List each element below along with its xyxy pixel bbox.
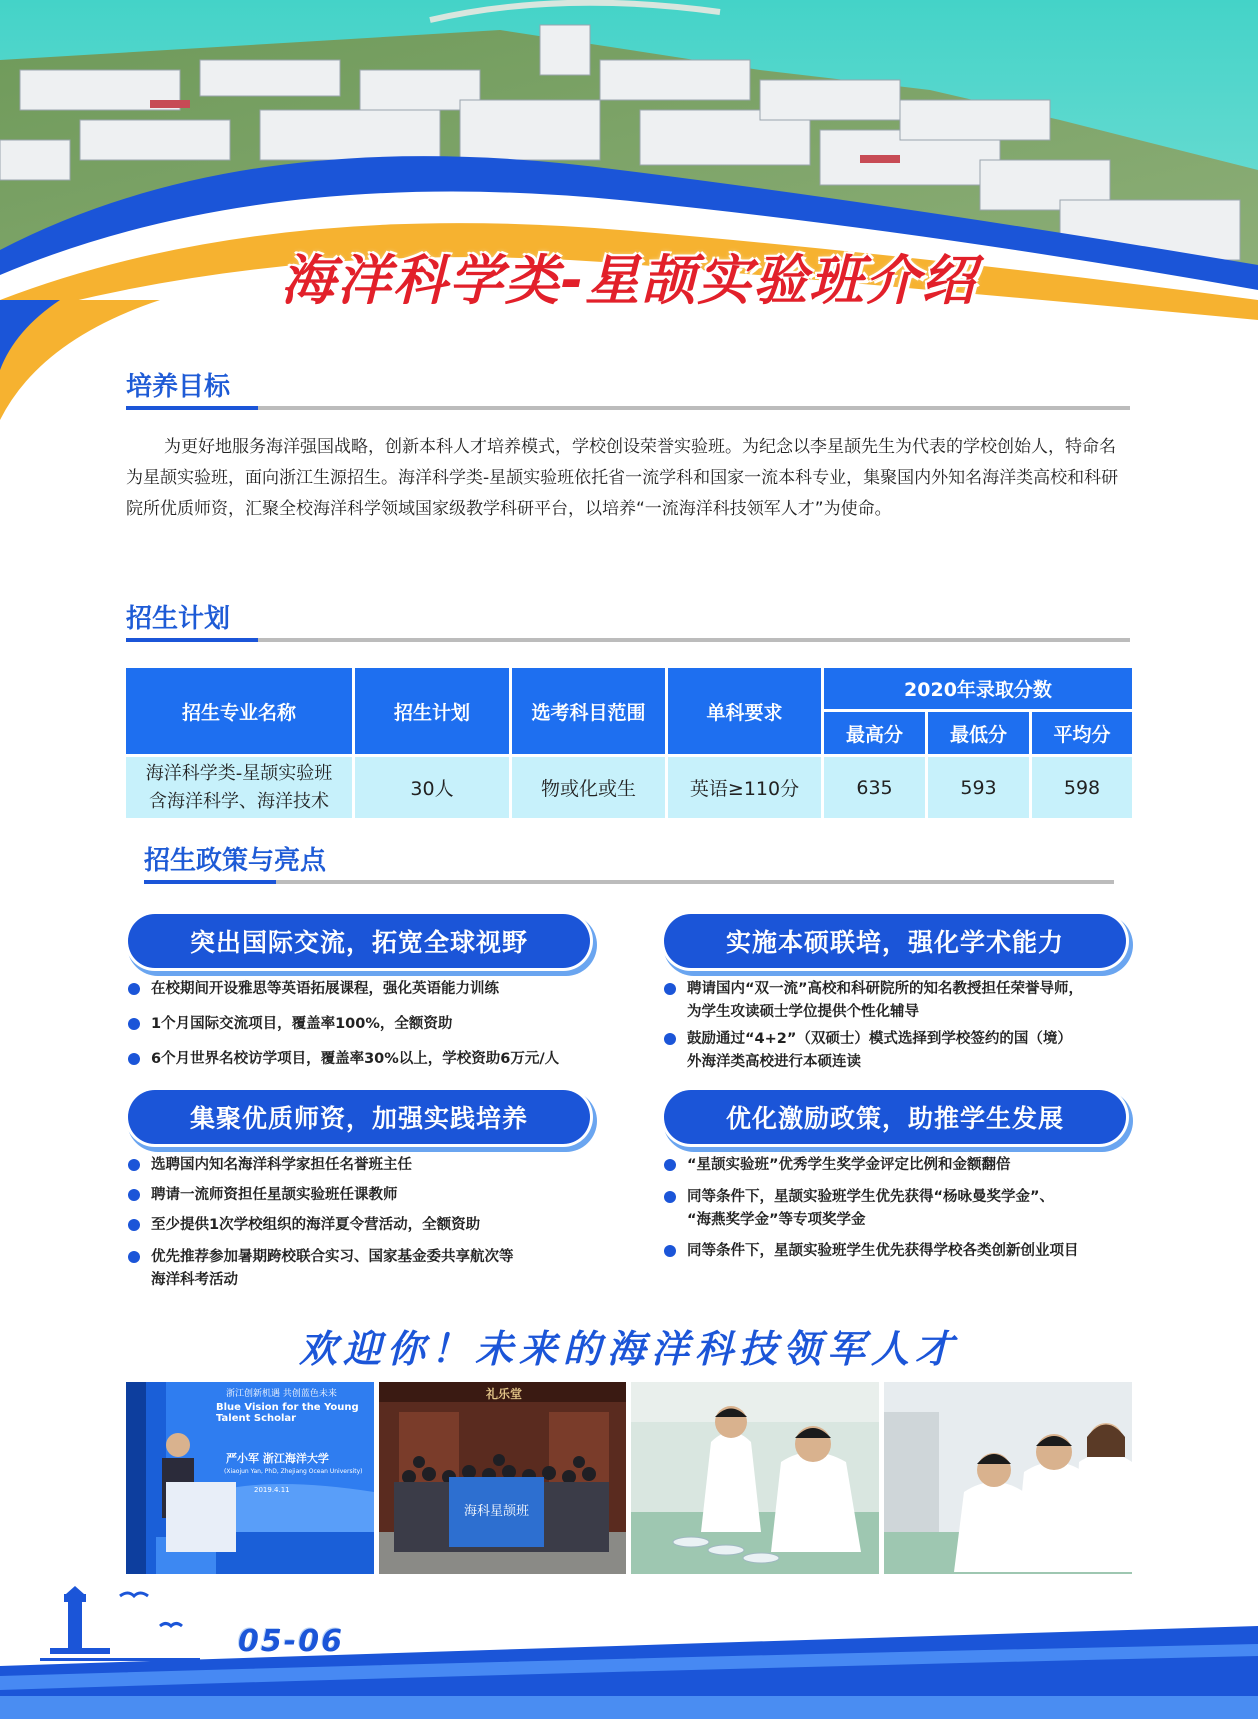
photo-speaker-name: 严小军 浙江海洋大学 xyxy=(226,1452,329,1465)
seagull-icon xyxy=(120,1593,148,1596)
header-max: 最高分 xyxy=(824,712,925,754)
list-item: 同等条件下，星颉实验班学生优先获得“杨咏曼奖学金”、 “海燕奖学金”等专项奖学金 xyxy=(664,1186,1144,1232)
list-item: 鼓励通过“4+2”（双硕士）模式选择到学校签约的国（境） 外海洋类高校进行本硕连读 xyxy=(664,1028,1144,1074)
section-title: 培养目标 xyxy=(126,372,231,402)
photo-caption-line2: Blue Vision for the Young Talent Scholar xyxy=(216,1402,359,1424)
photo-lab-1 xyxy=(631,1382,879,1574)
header-min: 最低分 xyxy=(928,712,1029,754)
cell-quota: 30人 xyxy=(355,757,509,818)
lighthouse-icon xyxy=(40,1586,240,1666)
photo-lab-2 xyxy=(884,1382,1132,1574)
list-item: 优先推荐参加暑期跨校联合实习、国家基金委共享航次等 海洋科考活动 xyxy=(128,1246,608,1292)
section-heading-plan xyxy=(126,598,1130,638)
header-major: 招生专业名称 xyxy=(126,668,352,754)
page-title: 海洋科学类-星颉实验班介绍 xyxy=(280,249,978,312)
cell-avg: 598 xyxy=(1032,757,1132,818)
enrollment-plan-table xyxy=(126,668,1132,818)
header-quota: 招生计划 xyxy=(355,668,509,754)
photo-lecture xyxy=(126,1382,374,1574)
page-number: 05-06 xyxy=(238,1624,344,1659)
policy-title-faculty: 集聚优质师资，加强实践培养 xyxy=(128,1090,590,1144)
cell-max: 635 xyxy=(824,757,925,818)
photo-speaker-sub: (Xiaojun Yan, PhD, Zhejiang Ocean University) xyxy=(224,1468,363,1475)
goal-paragraph: 为更好地服务海洋强国战略，创新本科人才培养模式，学校创设荣誉实验班。为纪念以李星颉先生为代表的学校创始人，特命名为星颉实验班，面向浙江生源招生。海洋科学类-星颉实验班依托省一流学科和国家一流本科专业，集聚国内外知名海洋类高校和科研院所优质师资，汇聚全校海洋科学领域国家级教学科研平台，以培养“一流海洋科技领军人才”为使命。 xyxy=(126,437,1119,519)
cell-single: 英语≥110分 xyxy=(668,757,821,818)
header-scores-group: 2020年录取分数 xyxy=(824,668,1132,709)
section-underline xyxy=(126,406,1130,410)
section-heading-policy xyxy=(144,840,1114,880)
welcome-slogan: 欢迎你！未来的海洋科技领军人才 xyxy=(298,1326,959,1371)
list-item: 聘请国内“双一流”高校和科研院所的知名教授担任荣誉导师， 为学生攻读硕士学位提供个性化辅导 xyxy=(664,978,1144,1024)
seagull-icon xyxy=(160,1624,182,1627)
policy-title-international: 突出国际交流，拓宽全球视野 xyxy=(128,914,590,968)
photo-group xyxy=(379,1382,626,1574)
major-line-2: 含海洋科学、海洋技术 xyxy=(149,790,329,812)
group-scene-image xyxy=(379,1382,626,1574)
cell-subjects: 物或化或生 xyxy=(512,757,665,818)
cell-major xyxy=(126,757,352,818)
cell-min: 593 xyxy=(928,757,1029,818)
lab-scene-image xyxy=(884,1382,1132,1574)
lab-scene-image xyxy=(631,1382,879,1574)
policy-title-joint-training: 实施本硕联培，强化学术能力 xyxy=(664,914,1126,968)
policy-title-incentives: 优化激励政策，助推学生发展 xyxy=(664,1090,1126,1144)
photo-caption-line1: 浙江创新机遇 共创蓝色未来 xyxy=(226,1389,337,1399)
header-single: 单科要求 xyxy=(668,668,821,754)
header-subjects: 选考科目范围 xyxy=(512,668,665,754)
header-avg: 平均分 xyxy=(1032,712,1132,754)
section-heading-goal xyxy=(126,366,1130,406)
section-title: 招生计划 xyxy=(126,604,231,634)
section-underline xyxy=(144,880,1114,884)
photo-date: 2019.4.11 xyxy=(254,1486,290,1494)
hall-plaque: 礼乐堂 xyxy=(485,1387,522,1401)
section-underline xyxy=(126,638,1130,642)
major-line-1: 海洋科学类-星颉实验班 xyxy=(145,762,333,784)
section-title: 招生政策与亮点 xyxy=(144,846,327,876)
class-banner: 海科星颉班 xyxy=(463,1504,529,1519)
